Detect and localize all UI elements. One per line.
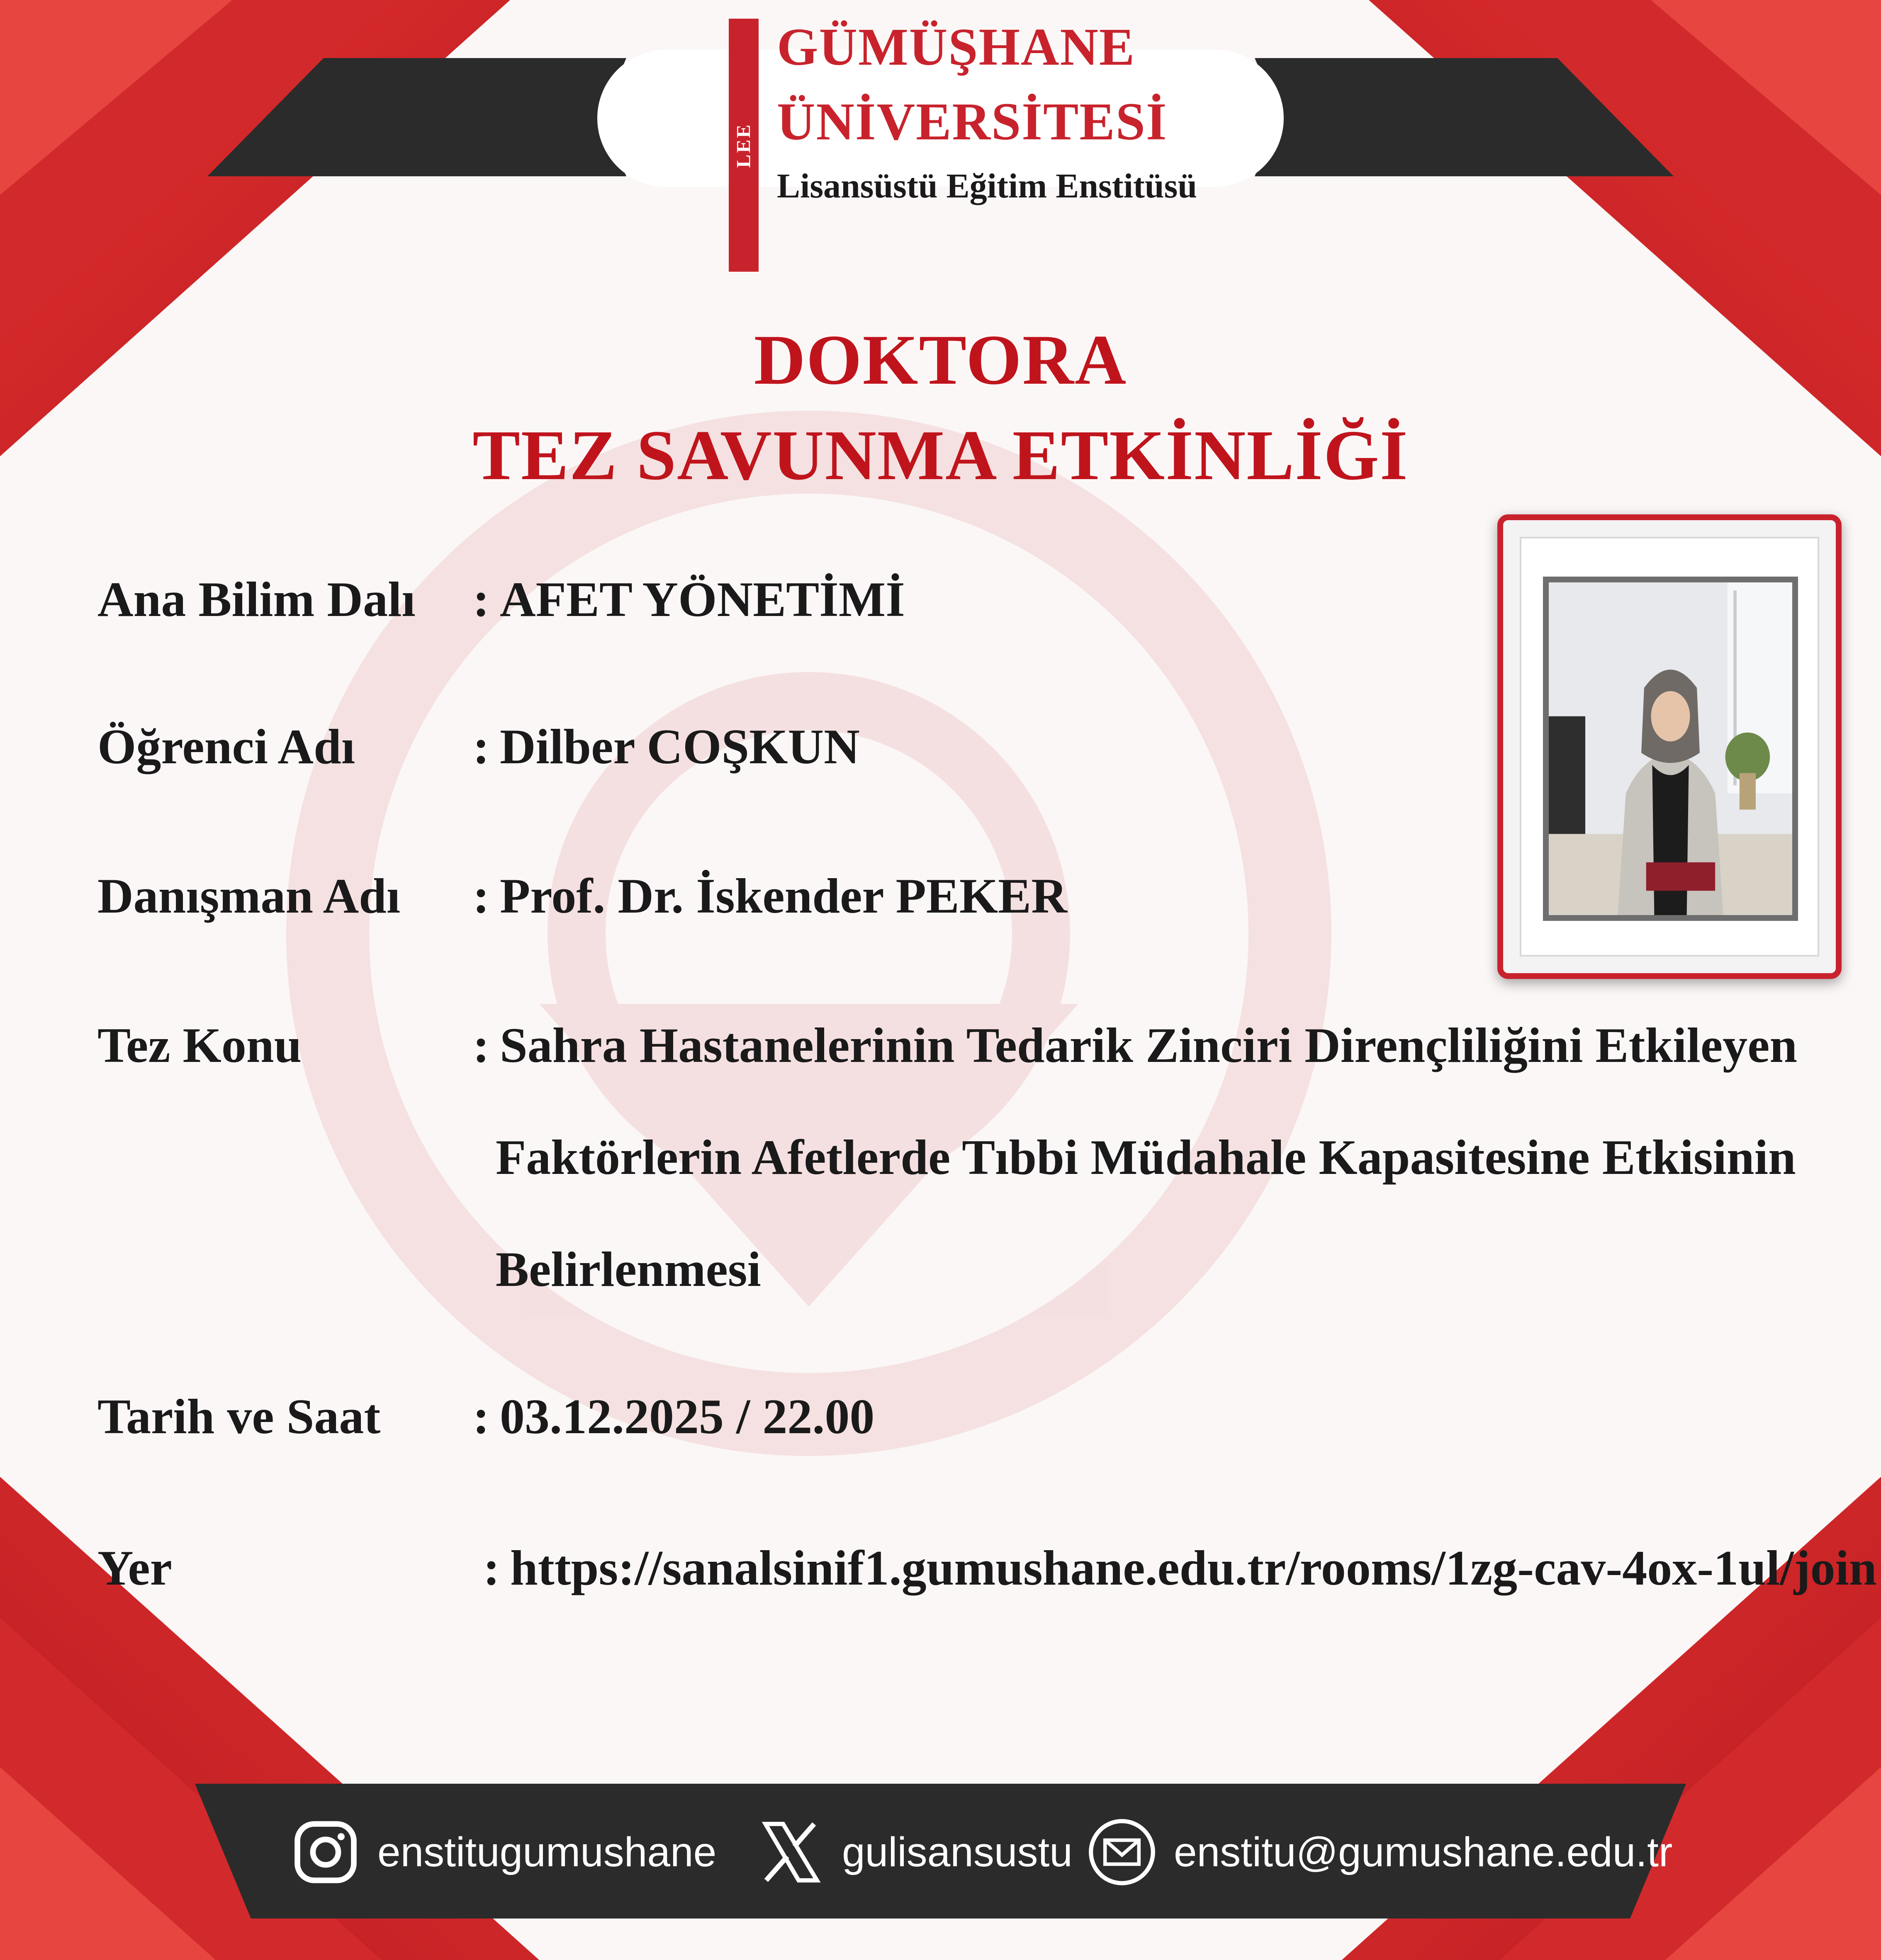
logo-mark-text: LEE xyxy=(732,122,755,168)
footer-email[interactable] xyxy=(1087,1807,1672,1898)
footer-instagram[interactable] xyxy=(290,1807,716,1898)
student-label: Öğrenci Adı xyxy=(97,719,355,774)
mail-icon xyxy=(1087,1817,1157,1887)
thesis-label: Tez Konu xyxy=(97,1018,302,1073)
x-icon xyxy=(755,1817,825,1887)
colon: : xyxy=(473,868,489,923)
footer-x[interactable] xyxy=(755,1807,1073,1898)
colon: : xyxy=(473,572,489,627)
advisor-label: Danışman Adı xyxy=(97,868,401,923)
university-name-line1: GÜMÜŞHANE xyxy=(777,17,1136,76)
thesis-line-1: Sahra Hastanelerinin Tedarik Zinciri Dirençliliğini Etkileyen xyxy=(500,1018,1798,1073)
student-value: Dilber COŞKUN xyxy=(500,719,860,774)
event-type: DOKTORA xyxy=(754,321,1127,399)
department-value: AFET YÖNETİMİ xyxy=(500,572,905,627)
thesis-line-2: Faktörlerin Afetlerde Tıbbi Müdahale Kapasitesine Etkisinin xyxy=(496,1130,1796,1185)
location-label: Yer xyxy=(97,1540,172,1595)
department-label: Ana Bilim Dalı xyxy=(97,572,416,627)
colon: : xyxy=(473,719,489,774)
colon: : xyxy=(473,1389,489,1444)
advisor-value: Prof. Dr. İskender PEKER xyxy=(500,868,1067,923)
datetime-value: 03.12.2025 / 22.00 xyxy=(500,1389,875,1444)
instagram-handle: enstitugumushane xyxy=(377,1829,717,1875)
event-title: TEZ SAVUNMA ETKİNLİĞİ xyxy=(472,416,1409,495)
student-photo xyxy=(1543,577,1798,921)
x-handle: gulisansustu xyxy=(842,1829,1073,1875)
instagram-icon xyxy=(290,1817,361,1887)
thesis-line-3: Belirlenmesi xyxy=(496,1242,761,1297)
email-address: enstitu@gumushane.edu.tr xyxy=(1174,1829,1673,1875)
location-link[interactable]: https://sanalsinif1.gumushane.edu.tr/rooms/1zg-cav-4ox-1ul/join xyxy=(510,1540,1877,1595)
institute-name: Lisansüstü Eğitim Enstitüsü xyxy=(777,167,1197,205)
colon: : xyxy=(483,1540,500,1595)
university-name-line2: ÜNİVERSİTESİ xyxy=(777,92,1168,151)
logo-mark xyxy=(729,104,759,187)
colon: : xyxy=(473,1018,489,1073)
datetime-label: Tarih ve Saat xyxy=(97,1389,381,1444)
